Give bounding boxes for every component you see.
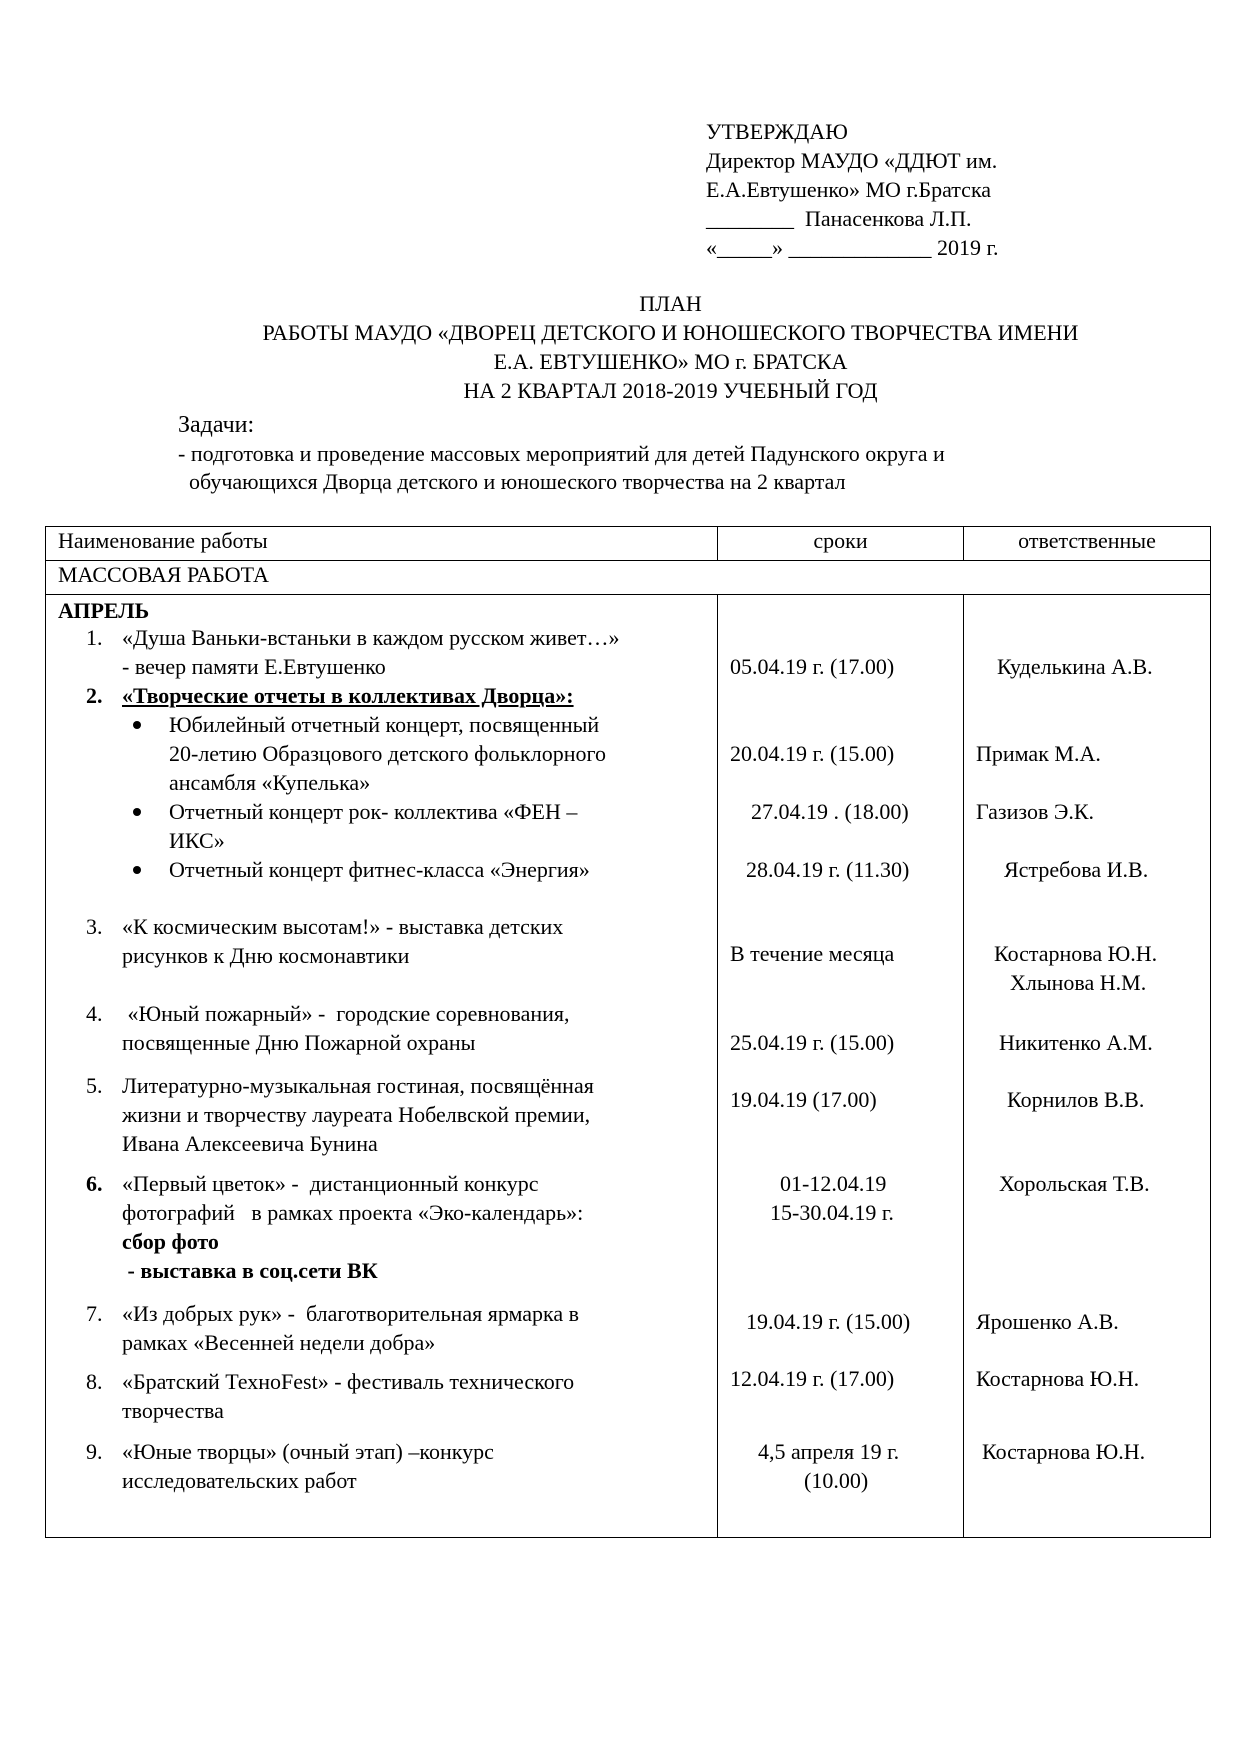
bullet-icon bbox=[133, 721, 141, 729]
table-header-row bbox=[46, 527, 1211, 561]
item-number: 9. bbox=[86, 1439, 103, 1464]
list-item: «К космическим высотам!» - выставка детских bbox=[122, 914, 564, 939]
item-number: 4. bbox=[86, 1001, 103, 1026]
item-number: 5. bbox=[86, 1073, 103, 1098]
responsible-value: Костарнова Ю.Н. bbox=[982, 1439, 1146, 1464]
item-number: 8. bbox=[86, 1369, 103, 1394]
date-value: 27.04.19 . (18.00) bbox=[751, 799, 909, 824]
tasks-heading: Задачи: bbox=[178, 412, 255, 438]
header-responsible: ответственные bbox=[964, 527, 1211, 561]
item-number: 6. bbox=[86, 1171, 103, 1196]
responsible-cell bbox=[964, 595, 1211, 1538]
list-item: рамках «Весенней недели добра» bbox=[122, 1330, 436, 1355]
names-cell bbox=[46, 595, 718, 1538]
responsible-value: Хлынова Н.М. bbox=[1010, 970, 1147, 995]
section-title: МАССОВАЯ РАБОТА bbox=[46, 561, 1211, 595]
list-item: посвященные Дню Пожарной охраны bbox=[122, 1030, 476, 1055]
responsible-value: Примак М.А. bbox=[976, 741, 1101, 766]
item-number: 3. bbox=[86, 914, 103, 939]
dates-cell bbox=[718, 595, 964, 1538]
list-item: сбор фото bbox=[122, 1229, 219, 1254]
list-item: Отчетный концерт фитнес-класса «Энергия» bbox=[169, 857, 590, 882]
list-item: «Братский ТехноFest» - фестиваль технического bbox=[122, 1369, 575, 1394]
responsible-value: Ястребова И.В. bbox=[1004, 857, 1149, 882]
list-item: «Юный пожарный» - городские соревнования, bbox=[122, 1001, 570, 1026]
date-value: В течение месяца bbox=[730, 941, 895, 966]
list-item: Отчетный концерт рок- коллектива «ФЕН – bbox=[169, 799, 578, 824]
month-label: АПРЕЛЬ bbox=[58, 598, 150, 623]
date-value: 01-12.04.19 bbox=[780, 1171, 887, 1196]
responsible-value: Корнилов В.В. bbox=[1007, 1087, 1145, 1112]
date-value: 4,5 апреля 19 г. bbox=[758, 1439, 900, 1464]
date-value: 15-30.04.19 г. bbox=[770, 1200, 894, 1225]
date-value: 12.04.19 г. (17.00) bbox=[730, 1366, 895, 1391]
responsible-value: Куделькина А.В. bbox=[997, 654, 1153, 679]
date-value: 28.04.19 г. (11.30) bbox=[746, 857, 910, 882]
list-item: - вечер памяти Е.Евтушенко bbox=[122, 654, 386, 679]
title-line: НА 2 КВАРТАЛ 2018-2019 УЧЕБНЫЙ ГОД bbox=[463, 378, 878, 403]
date-value: 25.04.19 г. (15.00) bbox=[730, 1030, 895, 1055]
date-value: 19.04.19 (17.00) bbox=[730, 1087, 877, 1112]
responsible-value: Хорольская Т.В. bbox=[999, 1171, 1150, 1196]
table-row bbox=[46, 595, 1211, 1538]
list-item: исследовательских работ bbox=[122, 1468, 357, 1493]
document-title bbox=[0, 290, 1241, 406]
bullet-icon bbox=[133, 808, 141, 816]
tasks-text: - подготовка и проведение массовых мероприятий для детей Падунского округа и bbox=[178, 441, 945, 466]
list-item: Юбилейный отчетный концерт, посвященный bbox=[169, 712, 600, 737]
approval-line: Директор МАУДО «ДДЮТ им. bbox=[706, 148, 998, 173]
header-name: Наименование работы bbox=[46, 527, 718, 561]
date-value: 05.04.19 г. (17.00) bbox=[730, 654, 895, 679]
list-item: фотографий в рамках проекта «Эко-календарь»: bbox=[122, 1200, 584, 1225]
title-line: Е.А. ЕВТУШЕНКО» МО г. БРАТСКА bbox=[493, 349, 848, 374]
item-number: 2. bbox=[86, 683, 103, 708]
item-number: 1. bbox=[86, 625, 103, 650]
tasks-text: обучающихся Дворца детского и юношеского творчества на 2 квартал bbox=[178, 469, 846, 494]
date-value: (10.00) bbox=[804, 1468, 869, 1493]
list-item: «Из добрых рук» - благотворительная ярмарка в bbox=[122, 1301, 580, 1326]
responsible-value: Костарнова Ю.Н. bbox=[994, 941, 1158, 966]
item-number: 7. bbox=[86, 1301, 103, 1326]
list-item: «Душа Ваньки-встаньки в каждом русском живет…» bbox=[122, 625, 620, 650]
plan-table bbox=[45, 526, 1211, 1538]
list-item: Ивана Алексеевича Бунина bbox=[122, 1131, 378, 1156]
responsible-value: Никитенко А.М. bbox=[999, 1030, 1153, 1055]
list-item: «Первый цветок» - дистанционный конкурс bbox=[122, 1171, 539, 1196]
list-item: рисунков к Дню космонавтики bbox=[122, 943, 410, 968]
list-item: Литературно-музыкальная гостиная, посвящённая bbox=[122, 1073, 594, 1098]
header-dates: сроки bbox=[718, 527, 964, 561]
date-value: 20.04.19 г. (15.00) bbox=[730, 741, 895, 766]
responsible-value: Костарнова Ю.Н. bbox=[976, 1366, 1140, 1391]
bullet-icon bbox=[133, 866, 141, 874]
list-item: ИКС» bbox=[169, 828, 225, 853]
title-line: РАБОТЫ МАУДО «ДВОРЕЦ ДЕТСКОГО И ЮНОШЕСКОГО ТВОРЧЕСТВА ИМЕНИ bbox=[262, 320, 1079, 345]
responsible-value: Ярошенко А.В. bbox=[976, 1309, 1119, 1334]
approval-line: «_____» _____________ 2019 г. bbox=[706, 235, 999, 260]
list-item: - выставка в соц.сети ВК bbox=[122, 1258, 378, 1283]
section-row bbox=[46, 561, 1211, 595]
list-item: 20-летию Образцового детского фольклорного bbox=[169, 741, 606, 766]
list-item: «Творческие отчеты в коллективах Дворца»: bbox=[122, 683, 574, 708]
approval-block bbox=[706, 118, 999, 263]
approval-line: Е.А.Евтушенко» МО г.Братска bbox=[706, 177, 992, 202]
list-item: ансамбля «Купелька» bbox=[169, 770, 371, 795]
title-line: ПЛАН bbox=[639, 291, 702, 316]
list-item: творчества bbox=[122, 1398, 224, 1423]
responsible-value: Газизов Э.К. bbox=[976, 799, 1095, 824]
approval-line: ________ Панасенкова Л.П. bbox=[706, 206, 972, 231]
approval-line: УТВЕРЖДАЮ bbox=[706, 119, 848, 144]
list-item: «Юные творцы» (очный этап) –конкурс bbox=[122, 1439, 494, 1464]
list-item: жизни и творчеству лауреата Нобелвской премии, bbox=[122, 1102, 591, 1127]
date-value: 19.04.19 г. (15.00) bbox=[746, 1309, 911, 1334]
